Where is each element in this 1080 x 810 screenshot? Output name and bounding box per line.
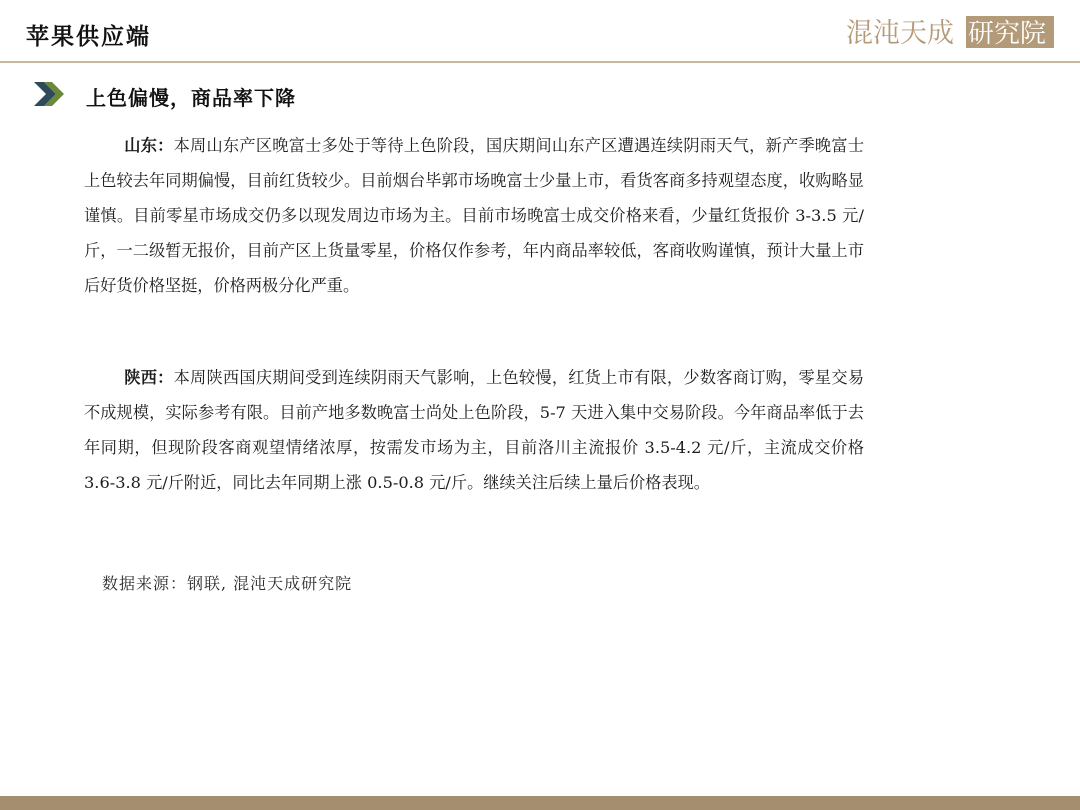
- header-divider: [0, 61, 1080, 63]
- page-title: 苹果供应端: [26, 24, 151, 50]
- source-note: 数据来源：钢联, 混沌天成研究院: [102, 574, 353, 593]
- paragraph-shaanxi: [84, 360, 864, 500]
- chevron-right-double-icon: [32, 80, 68, 108]
- brand-logo-text-right: 研究院: [968, 19, 1047, 49]
- brand-logo: [844, 12, 1058, 52]
- section-heading: 上色偏慢，商品率下降: [86, 86, 296, 110]
- paragraph-text: 本周陕西国庆期间受到连续阴雨天气影响，上色较慢，红货上市有限，少数客商订购，零星交易不成规模，实际参考有限。目前产地多数晚富士尚处上色阶段，5-7 天进入集中交易阶段。今年商品率低于去年同期，但现阶段客商观望情绪浓厚，按需发市场为主，目前洛川主流报价 3.5-4.2 元/斤，主流成交价格 3.6-3.8 元/斤附近，同比去年同期上涨 0.5-0.8 元/斤。继续关注后续上量后价格表现。: [84, 368, 865, 492]
- footer-bar: [0, 796, 1080, 810]
- region-label: 陕西：: [124, 368, 174, 387]
- brand-logo-text-left: 混沌天成: [846, 18, 954, 49]
- region-label: 山东：: [124, 136, 174, 155]
- paragraph-shandong: [84, 128, 864, 303]
- paragraph-text: 本周山东产区晚富士多处于等待上色阶段，国庆期间山东产区遭遇连续阴雨天气，新产季晚富士上色较去年同期偏慢，目前红货较少。目前烟台毕郭市场晚富士少量上市，看货客商多持观望态度，收购略显谨慎。目前零星市场成交仍多以现发周边市场为主。目前市场晚富士成交价格来看，少量红货报价 3-3.5 元/斤，一二级暂无报价，目前产区上货量零星，价格仅作参考，年内商品率较低，客商收购谨慎，预计大量上市后好货价格坚挺，价格两极分化严重。: [84, 136, 865, 295]
